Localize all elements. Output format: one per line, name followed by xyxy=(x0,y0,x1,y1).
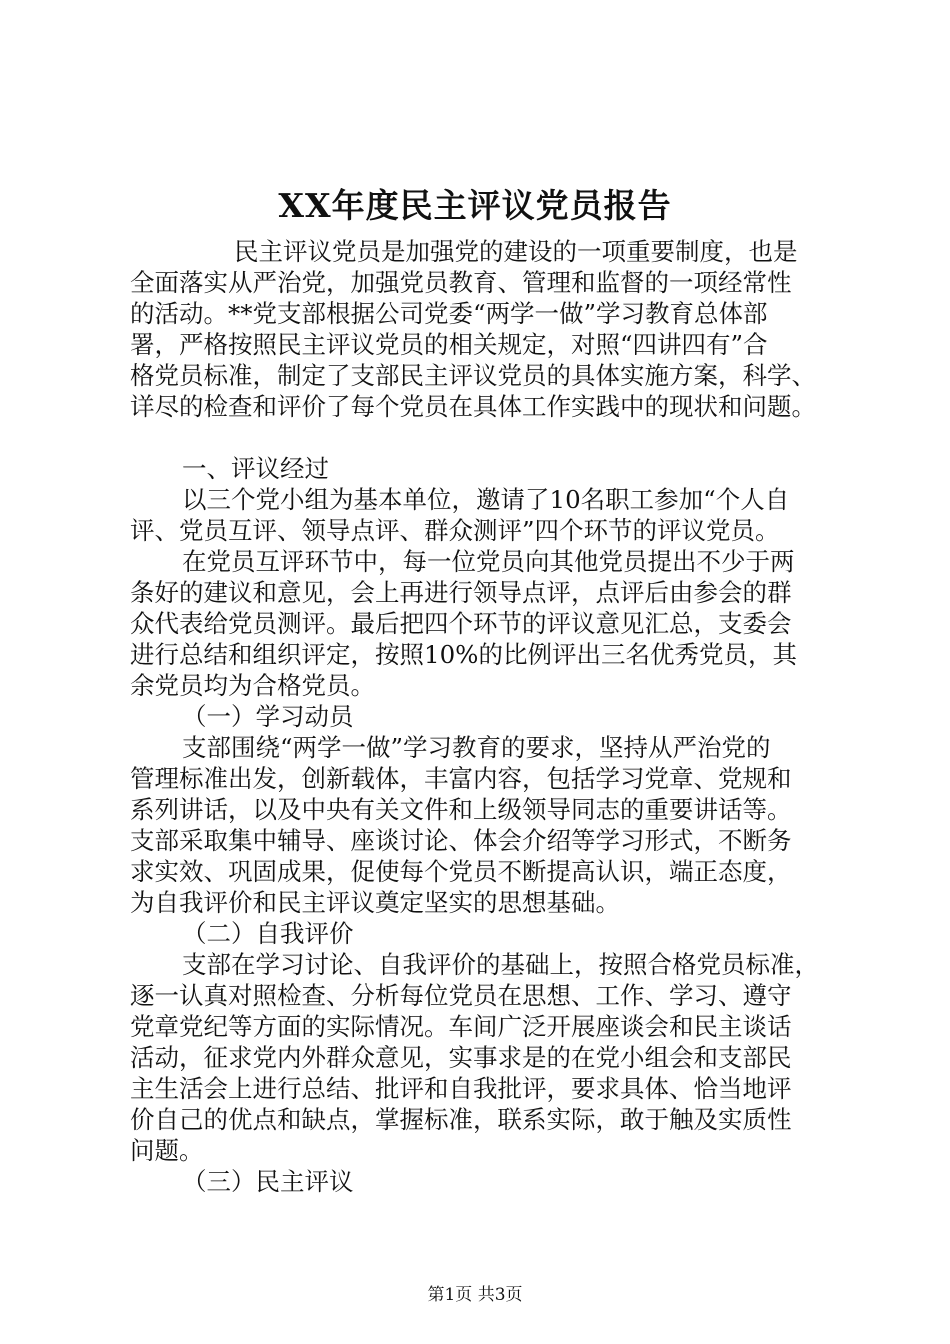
text-line: 支部采取集中辅导、座谈讨论、体会介绍等学习形式，不断务 xyxy=(130,826,792,855)
text-line: 系列讲话，以及中央有关文件和上级领导同志的重要讲话等。 xyxy=(130,795,792,824)
text-line: 主生活会上进行总结、批评和自我批评，要求具体、恰当地评 xyxy=(130,1074,792,1103)
text-line: 详尽的检查和评价了每个党员在具体工作实践中的现状和问题。 xyxy=(130,392,816,421)
text-line: 问题。 xyxy=(130,1136,204,1165)
text-line: 的活动。**党支部根据公司党委“两学一做”学习教育总体部 xyxy=(130,299,768,328)
text-line: 条好的建议和意见，会上再进行领导点评，点评后由参会的群 xyxy=(130,578,792,607)
text-line: 求实效、巩固成果，促使每个党员不断提高认识，端正态度， xyxy=(130,857,792,886)
text-line: 为自我评价和民主评议奠定坚实的思想基础。 xyxy=(130,888,620,917)
text-line: 党章党纪等方面的实际情况。车间广泛开展座谈会和民主谈话 xyxy=(130,1012,792,1041)
text-line: 活动，征求党内外群众意见，实事求是的在党小组会和支部民 xyxy=(130,1043,792,1072)
text-line: 评、党员互评、领导点评、群众测评”四个环节的评议党员。 xyxy=(130,516,780,545)
subsection-heading: （一）学习动员 xyxy=(182,702,354,731)
text-line: 进行总结和组织评定，按照10%的比例评出三名优秀党员，其 xyxy=(130,640,797,669)
section-heading: 一、评议经过 xyxy=(182,454,329,483)
text-line: 逐一认真对照检查、分析每位党员在思想、工作、学习、遵守 xyxy=(130,981,792,1010)
text-line: 格党员标准，制定了支部民主评议党员的具体实施方案，科学、 xyxy=(130,361,816,390)
text-line: 众代表给党员测评。最后把四个环节的评议意见汇总，支委会 xyxy=(130,609,792,638)
text-line: 全面落实从严治党，加强党员教育、管理和监督的一项经常性 xyxy=(130,268,792,297)
text-line: 余党员均为合格党员。 xyxy=(130,671,375,700)
text-line: 在党员互评环节中，每一位党员向其他党员提出不少于两 xyxy=(182,547,795,576)
text-line: 支部围绕“两学一做”学习教育的要求，坚持从严治党的 xyxy=(182,733,771,762)
text-line: 价自己的优点和缺点，掌握标准，联系实际，敢于触及实质性 xyxy=(130,1105,792,1134)
subsection-heading: （三）民主评议 xyxy=(182,1167,354,1196)
text-line: 民主评议党员是加强党的建设的一项重要制度，也是 xyxy=(234,237,798,266)
text-line: 管理标准出发，创新载体，丰富内容，包括学习党章、党规和 xyxy=(130,764,792,793)
page-footer: 第1页 共3页 xyxy=(427,1285,523,1305)
text-line: 署，严格按照民主评议党员的相关规定，对照“四讲四有”合 xyxy=(130,330,768,359)
text-line: 支部在学习讨论、自我评价的基础上，按照合格党员标准， xyxy=(182,950,819,979)
document-title: XX年度民主评议党员报告 xyxy=(278,186,672,225)
subsection-heading: （二）自我评价 xyxy=(182,919,354,948)
text-line: 以三个党小组为基本单位，邀请了10名职工参加“个人自 xyxy=(182,485,790,514)
